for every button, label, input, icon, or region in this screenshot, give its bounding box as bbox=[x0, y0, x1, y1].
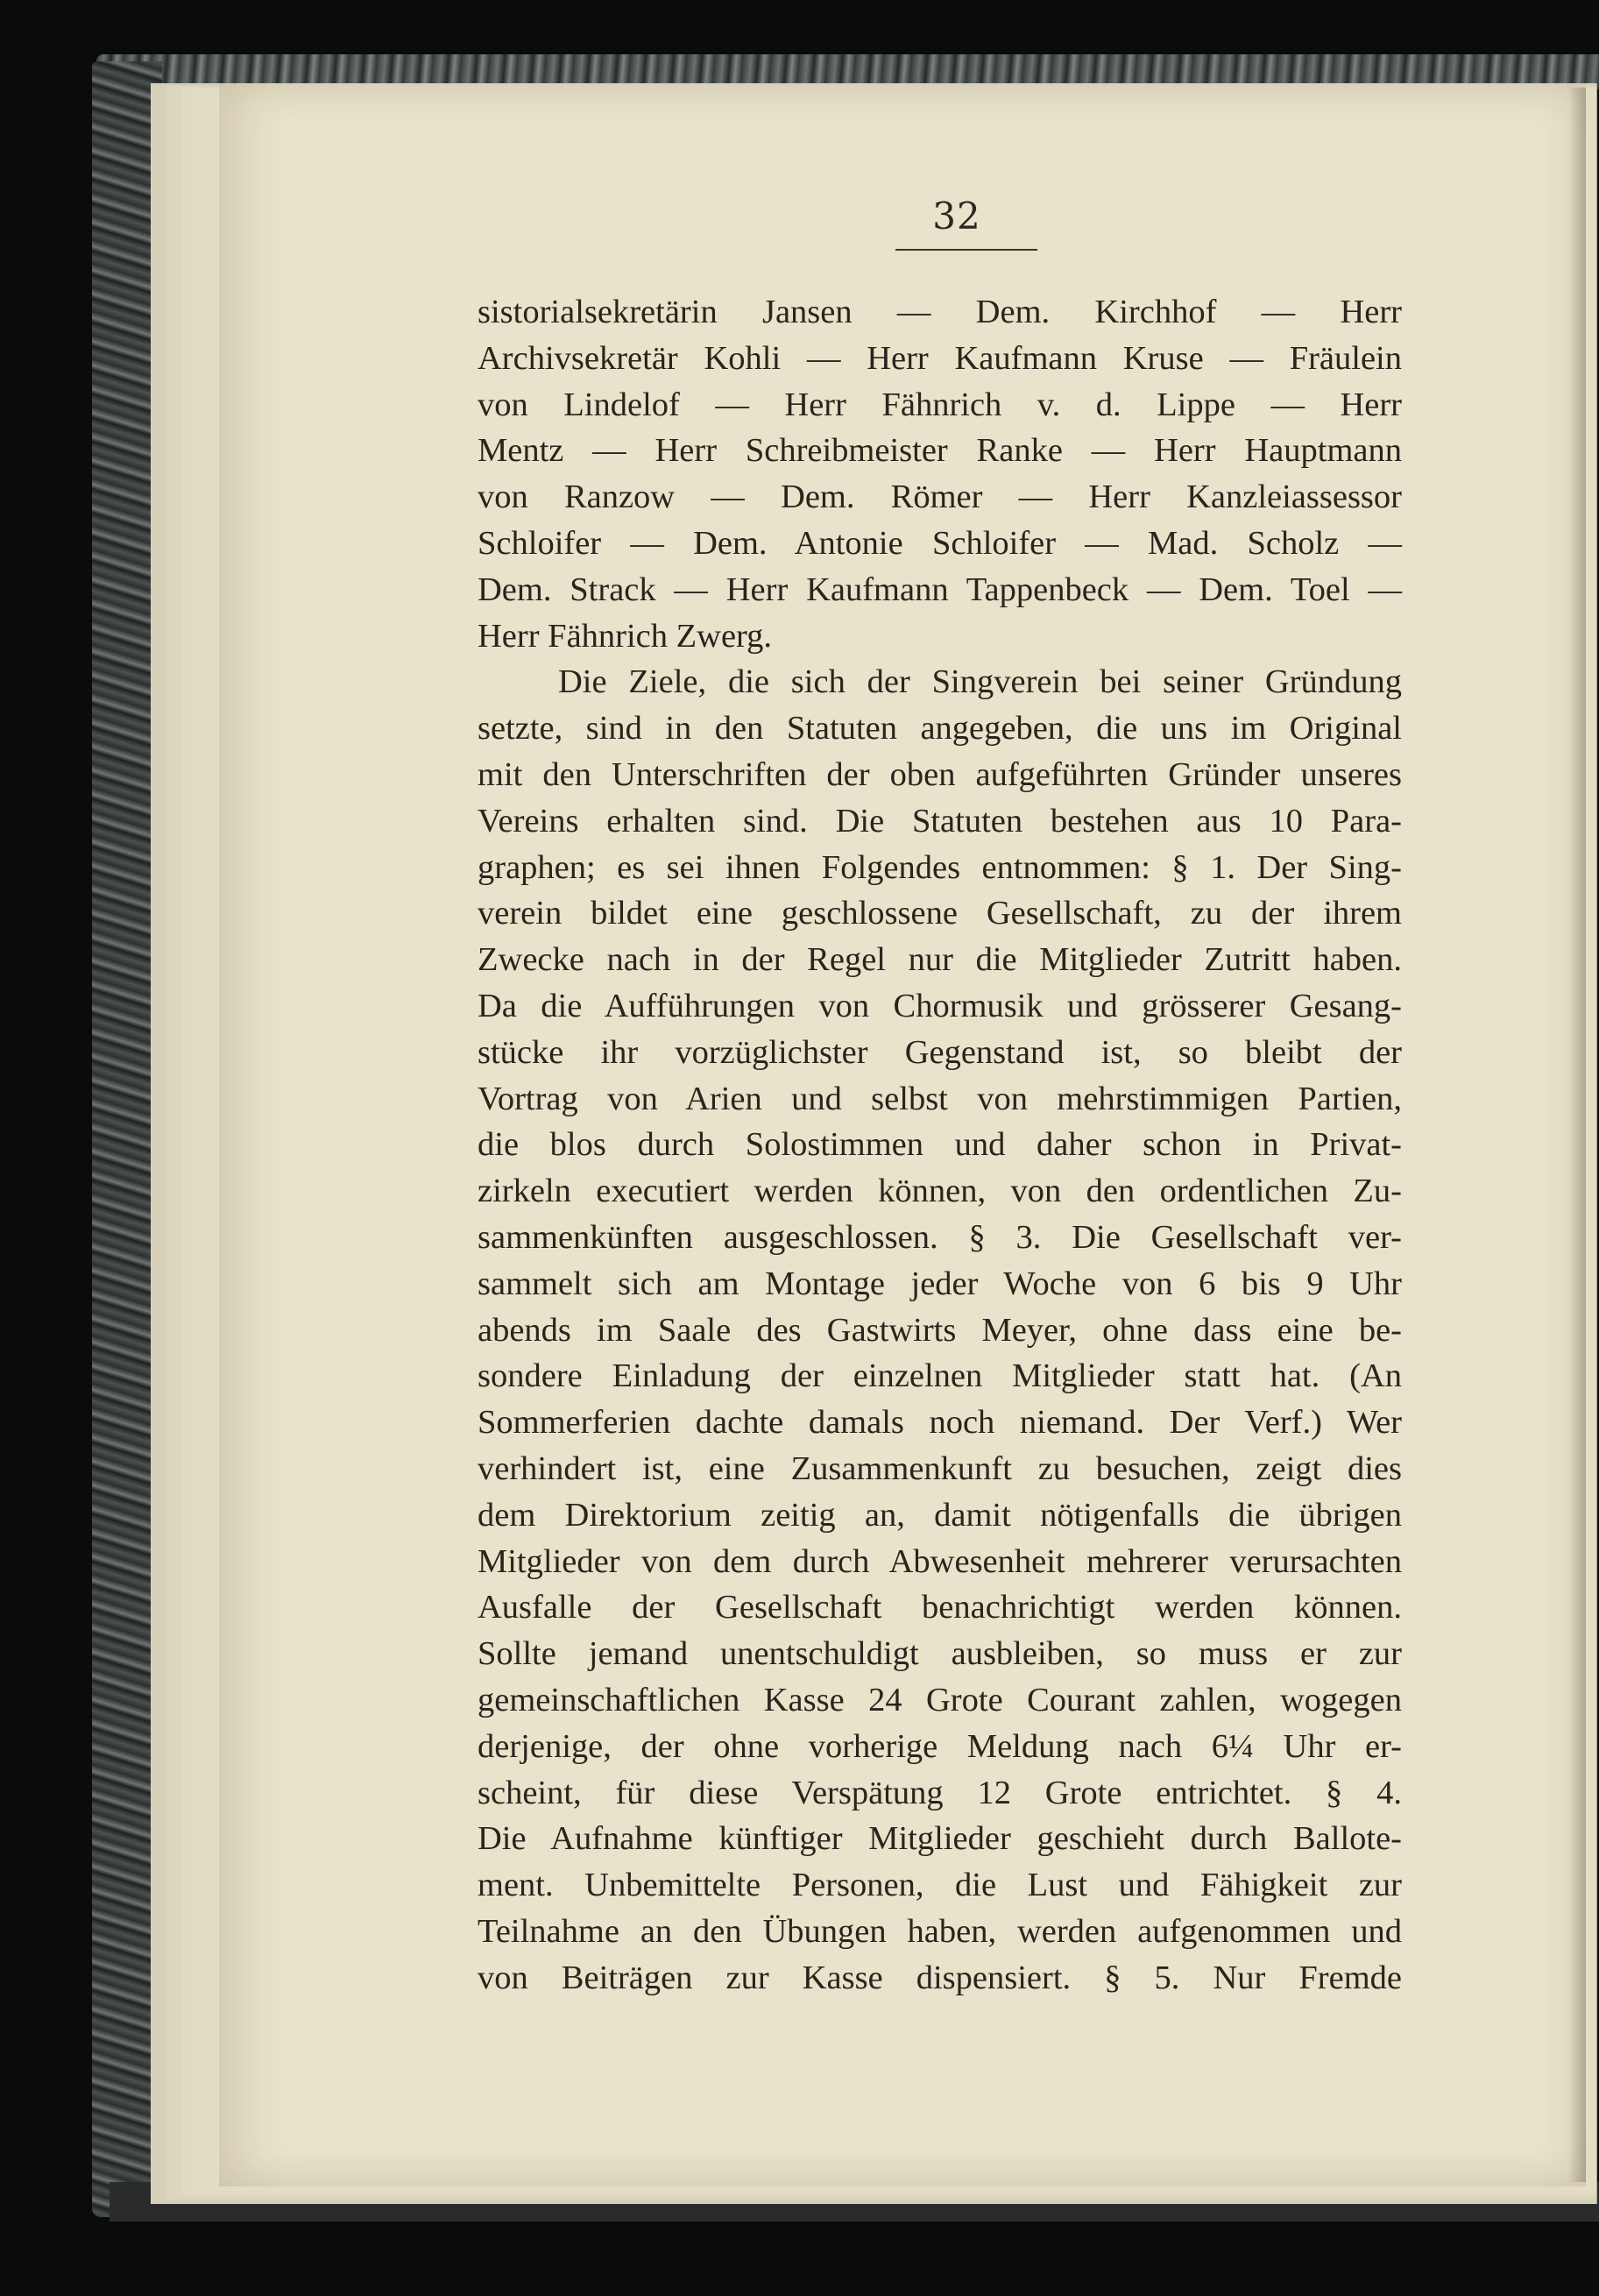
text-line: Vereins erhalten sind. Die Statuten bestehen aus 10 Para- bbox=[478, 802, 1402, 840]
text-line: sistorialsekretärin Jansen — Dem. Kirchhof — Herr bbox=[478, 294, 1402, 330]
text-line: Schloifer — Dem. Antonie Schloifer — Mad. Scholz — bbox=[478, 524, 1402, 562]
text-line: Zwecke nach in der Regel nur die Mitglieder Zutritt haben. bbox=[478, 941, 1402, 979]
text-line: von Beiträgen zur Kasse dispensiert. § 5. Nur Fremde bbox=[478, 1959, 1402, 1996]
text-line: abends im Saale des Gastwirts Meyer, ohne dass eine be- bbox=[478, 1311, 1402, 1349]
text-line: Teilnahme an den Übungen haben, werden aufgenommen und bbox=[478, 1912, 1402, 1950]
text-line: scheint, für diese Verspätung 12 Grote entrichtet. § 4. bbox=[478, 1774, 1402, 1811]
text-line: stücke ihr vorzüglichster Gegenstand ist, so bleibt der bbox=[478, 1033, 1402, 1071]
text-line: Archivsekretär Kohli — Herr Kaufmann Kruse — Fräulein bbox=[478, 339, 1402, 377]
text-line: die blos durch Solostimmen und daher schon in Privat- bbox=[478, 1126, 1402, 1164]
text-line: Mitglieder von dem durch Abwesenheit mehrerer verursachten bbox=[478, 1542, 1402, 1580]
text-line: verhindert ist, eine Zusammenkunft zu besuchen, zeigt dies bbox=[478, 1449, 1402, 1487]
text-line: dem Direktorium zeitig an, damit nötigenfalls die übrigen bbox=[478, 1496, 1402, 1534]
text-line: graphen; es sei ihnen Folgendes entnommen: § 1. Der Sing- bbox=[478, 848, 1402, 886]
text-line: Vortrag von Arien und selbst von mehrstimmigen Partien, bbox=[478, 1080, 1402, 1117]
text-line: Da die Aufführungen von Chormusik und grösserer Gesang- bbox=[478, 987, 1402, 1024]
page-number-rule bbox=[895, 249, 1037, 251]
text-line: Dem. Strack — Herr Kaufmann Tappenbeck — Dem. Toel — bbox=[478, 570, 1402, 608]
text-line: Sommerferien dachte damals noch niemand. Der Verf.) Wer bbox=[478, 1404, 1402, 1442]
text-line: Mentz — Herr Schreibmeister Ranke — Herr Hauptmann bbox=[478, 432, 1402, 470]
text-line: verein bildet eine geschlossene Gesellschaft, zu der ihrem bbox=[478, 895, 1402, 932]
text-line: Sollte jemand unentschuldigt ausbleiben, so muss er zur bbox=[478, 1635, 1402, 1673]
text-line: Herr Fähnrich Zwerg. bbox=[478, 617, 773, 655]
text-line: von Lindelof — Herr Fähnrich v. d. Lippe — Herr bbox=[478, 386, 1402, 423]
text-line: mit den Unterschriften der oben aufgeführten Gründer unseres bbox=[478, 755, 1402, 793]
text-line: ment. Unbemittelte Personen, die Lust und Fähigkeit zur bbox=[478, 1867, 1402, 1904]
text-line: von Ranzow — Dem. Römer — Herr Kanzleiassessor bbox=[478, 478, 1402, 516]
text-line: derjenige, der ohne vorherige Meldung nach 6¼ Uhr er- bbox=[478, 1727, 1402, 1765]
text-line: setzte, sind in den Statuten angegeben, die uns im Original bbox=[478, 710, 1402, 748]
text-line: Die Ziele, die sich der Singverein bei seiner Gründung bbox=[558, 663, 1402, 701]
page-right-shadow bbox=[1568, 88, 1586, 2182]
text-line: gemeinschaftlichen Kasse 24 Grote Courant zahlen, wogegen bbox=[478, 1681, 1402, 1718]
text-line: sondere Einladung der einzelnen Mitglieder statt hat. (An bbox=[478, 1357, 1402, 1395]
text-line: Die Aufnahme künftiger Mitglieder geschieht durch Ballote- bbox=[478, 1820, 1402, 1858]
text-line: sammelt sich am Montage jeder Woche von 6 bis 9 Uhr bbox=[478, 1265, 1402, 1302]
text-line: Ausfalle der Gesellschaft benachrichtigt werden können. bbox=[478, 1589, 1402, 1626]
page-number: 32 bbox=[932, 195, 981, 237]
text-line: zirkeln executiert werden können, von den ordentlichen Zu- bbox=[478, 1173, 1402, 1210]
text-line: sammenkünften ausgeschlossen. § 3. Die Gesellschaft ver- bbox=[478, 1218, 1402, 1256]
body-text bbox=[478, 289, 1402, 2001]
